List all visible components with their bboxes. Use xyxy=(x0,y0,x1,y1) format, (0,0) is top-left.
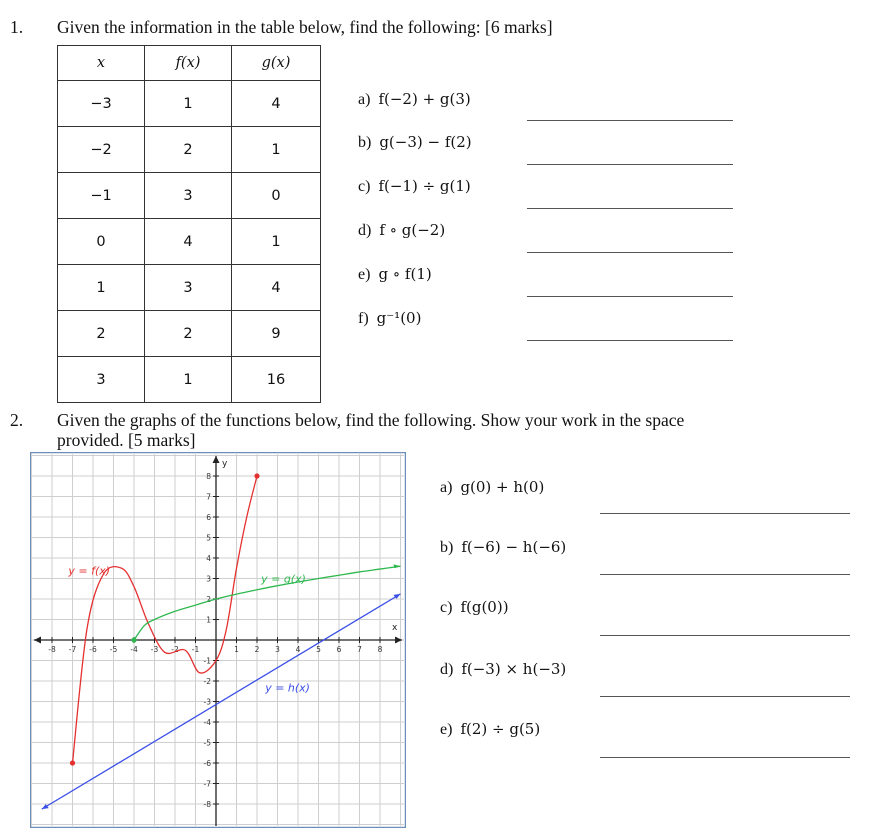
part-expression: f(−3) × h(−3) xyxy=(461,660,567,678)
x-tick-label: 4 xyxy=(295,645,301,654)
part-label: b) xyxy=(440,539,454,556)
q2-answer-line-b[interactable] xyxy=(600,574,850,575)
part-expression: g(0) + h(0) xyxy=(460,478,545,496)
q1-answer-line-b[interactable] xyxy=(527,164,733,165)
part-label: d) xyxy=(358,222,372,239)
y-tick-label: 1 xyxy=(206,615,211,625)
part-expression: g⁻¹(0) xyxy=(376,309,422,327)
q2-part-a xyxy=(440,478,544,497)
q1-answer-line-a[interactable] xyxy=(527,120,733,121)
table-row xyxy=(58,81,321,127)
x-axis-label: x xyxy=(392,623,398,633)
table-cell: −1 xyxy=(58,173,145,219)
part-expression: f(g(0)) xyxy=(460,598,509,616)
part-expression: f(−2) + g(3) xyxy=(378,90,471,108)
table-cell: 0 xyxy=(58,219,145,265)
y-tick-label: -7 xyxy=(203,779,211,789)
x-tick-label: -2 xyxy=(171,645,179,654)
question-1-prompt: Given the information in the table below, find the following: [6 marks] xyxy=(57,17,553,37)
y-tick-label: 8 xyxy=(206,472,211,481)
y-tick-label: 5 xyxy=(206,533,211,543)
question-2-number: 2. xyxy=(10,410,24,430)
table-cell: 4 xyxy=(232,265,321,311)
x-tick-label: 8 xyxy=(377,645,383,654)
q1-part-f xyxy=(358,309,421,328)
table-cell: 4 xyxy=(232,81,321,127)
part-label: b) xyxy=(358,134,372,151)
part-label: e) xyxy=(440,721,453,738)
table-cell: 2 xyxy=(58,311,145,357)
y-tick-label: -4 xyxy=(203,718,211,727)
part-label: f) xyxy=(358,310,369,327)
y-tick-label: 6 xyxy=(206,513,211,522)
x-tick-label: 3 xyxy=(275,645,280,654)
x-tick-label: -1 xyxy=(191,645,200,654)
q1-answer-line-e[interactable] xyxy=(527,296,733,297)
y-tick-label: 4 xyxy=(206,554,211,563)
y-tick-label: -5 xyxy=(203,738,211,748)
x-tick-label: 2 xyxy=(254,645,260,654)
table-cell: 1 xyxy=(145,357,232,403)
table-row xyxy=(58,127,321,173)
part-expression: g ∘ f(1) xyxy=(378,265,432,283)
table-cell: 4 xyxy=(145,219,232,265)
part-label: d) xyxy=(440,661,454,678)
x-tick-label: -3 xyxy=(150,645,159,654)
endpoint-dot xyxy=(70,760,75,765)
table-header-x: x xyxy=(58,46,145,81)
part-label: a) xyxy=(440,479,453,496)
y-tick-label: -2 xyxy=(203,677,211,686)
y-axis-label: y xyxy=(222,459,228,469)
y-tick-label: 2 xyxy=(206,595,211,604)
part-expression: g(−3) − f(2) xyxy=(379,133,472,151)
y-tick-label: 3 xyxy=(206,574,211,584)
x-tick-label: -7 xyxy=(68,645,77,654)
y-tick-label: -6 xyxy=(203,759,211,768)
table-row xyxy=(58,311,321,357)
endpoint-dot xyxy=(131,637,136,642)
q2-answer-line-a[interactable] xyxy=(600,513,850,514)
part-expression: f(−1) ÷ g(1) xyxy=(378,177,471,195)
question-2-prompt-line2: provided. [5 marks] xyxy=(57,430,196,450)
x-tick-label: -8 xyxy=(48,645,56,654)
part-label: c) xyxy=(440,599,453,616)
q1-part-c xyxy=(358,177,471,196)
part-expression: f(2) ÷ g(5) xyxy=(460,720,541,738)
part-expression: f ∘ g(−2) xyxy=(379,221,446,239)
q1-part-a xyxy=(358,90,471,109)
curve-label-g: y = g(x) xyxy=(261,572,306,586)
q1-answer-line-d[interactable] xyxy=(527,252,733,253)
q1-answer-line-c[interactable] xyxy=(527,208,733,209)
function-graph xyxy=(30,452,406,828)
table-cell: 1 xyxy=(145,81,232,127)
x-tick-label: 6 xyxy=(336,645,342,654)
x-tick-label: 5 xyxy=(316,645,321,654)
table-cell: 2 xyxy=(145,127,232,173)
table-cell: 9 xyxy=(232,311,321,357)
table-header-gx: g(x) xyxy=(232,46,321,81)
q2-part-c xyxy=(440,598,509,617)
table-cell: −2 xyxy=(58,127,145,173)
q1-part-d xyxy=(358,221,445,240)
x-tick-label: 1 xyxy=(234,645,239,654)
table-cell: −3 xyxy=(58,81,145,127)
q1-part-b xyxy=(358,133,472,152)
table-row xyxy=(58,357,321,403)
y-tick-label: -8 xyxy=(203,800,211,809)
y-tick-label: -3 xyxy=(203,697,211,707)
table-row xyxy=(58,265,321,311)
endpoint-dot xyxy=(254,473,259,478)
table-cell: 3 xyxy=(145,265,232,311)
curve-label-f: y = f(x) xyxy=(68,564,111,578)
x-tick-label: -6 xyxy=(89,645,97,654)
table-header-fx: f(x) xyxy=(145,46,232,81)
table-cell: 3 xyxy=(58,357,145,403)
function-table xyxy=(57,45,321,403)
table-cell: 1 xyxy=(232,219,321,265)
x-tick-label: -5 xyxy=(109,645,118,654)
q2-answer-line-c[interactable] xyxy=(600,635,850,636)
q2-part-b xyxy=(440,538,566,557)
table-row xyxy=(58,173,321,219)
part-expression: f(−6) − h(−6) xyxy=(461,538,567,556)
table-row xyxy=(58,219,321,265)
q2-answer-line-e[interactable] xyxy=(600,757,850,758)
table-cell: 3 xyxy=(145,173,232,219)
q2-part-d xyxy=(440,660,566,679)
q1-answer-line-f[interactable] xyxy=(527,340,733,341)
q2-answer-line-d[interactable] xyxy=(600,696,850,697)
table-cell: 1 xyxy=(58,265,145,311)
q1-part-e xyxy=(358,265,432,284)
question-1-number: 1. xyxy=(10,17,24,37)
table-cell: 1 xyxy=(232,127,321,173)
part-label: e) xyxy=(358,266,371,283)
part-label: a) xyxy=(358,91,371,108)
q2-part-e xyxy=(440,720,540,739)
question-2-prompt-line1: Given the graphs of the functions below, find the following. Show your work in the space xyxy=(57,410,685,430)
table-cell: 16 xyxy=(232,357,321,403)
y-tick-label: -1 xyxy=(203,656,211,666)
table-cell: 0 xyxy=(232,173,321,219)
curve-label-h: y = h(x) xyxy=(265,681,310,695)
table-cell: 2 xyxy=(145,311,232,357)
part-label: c) xyxy=(358,178,371,195)
x-tick-label: -4 xyxy=(130,645,138,654)
y-tick-label: 7 xyxy=(206,492,211,502)
x-tick-label: 7 xyxy=(357,645,362,654)
